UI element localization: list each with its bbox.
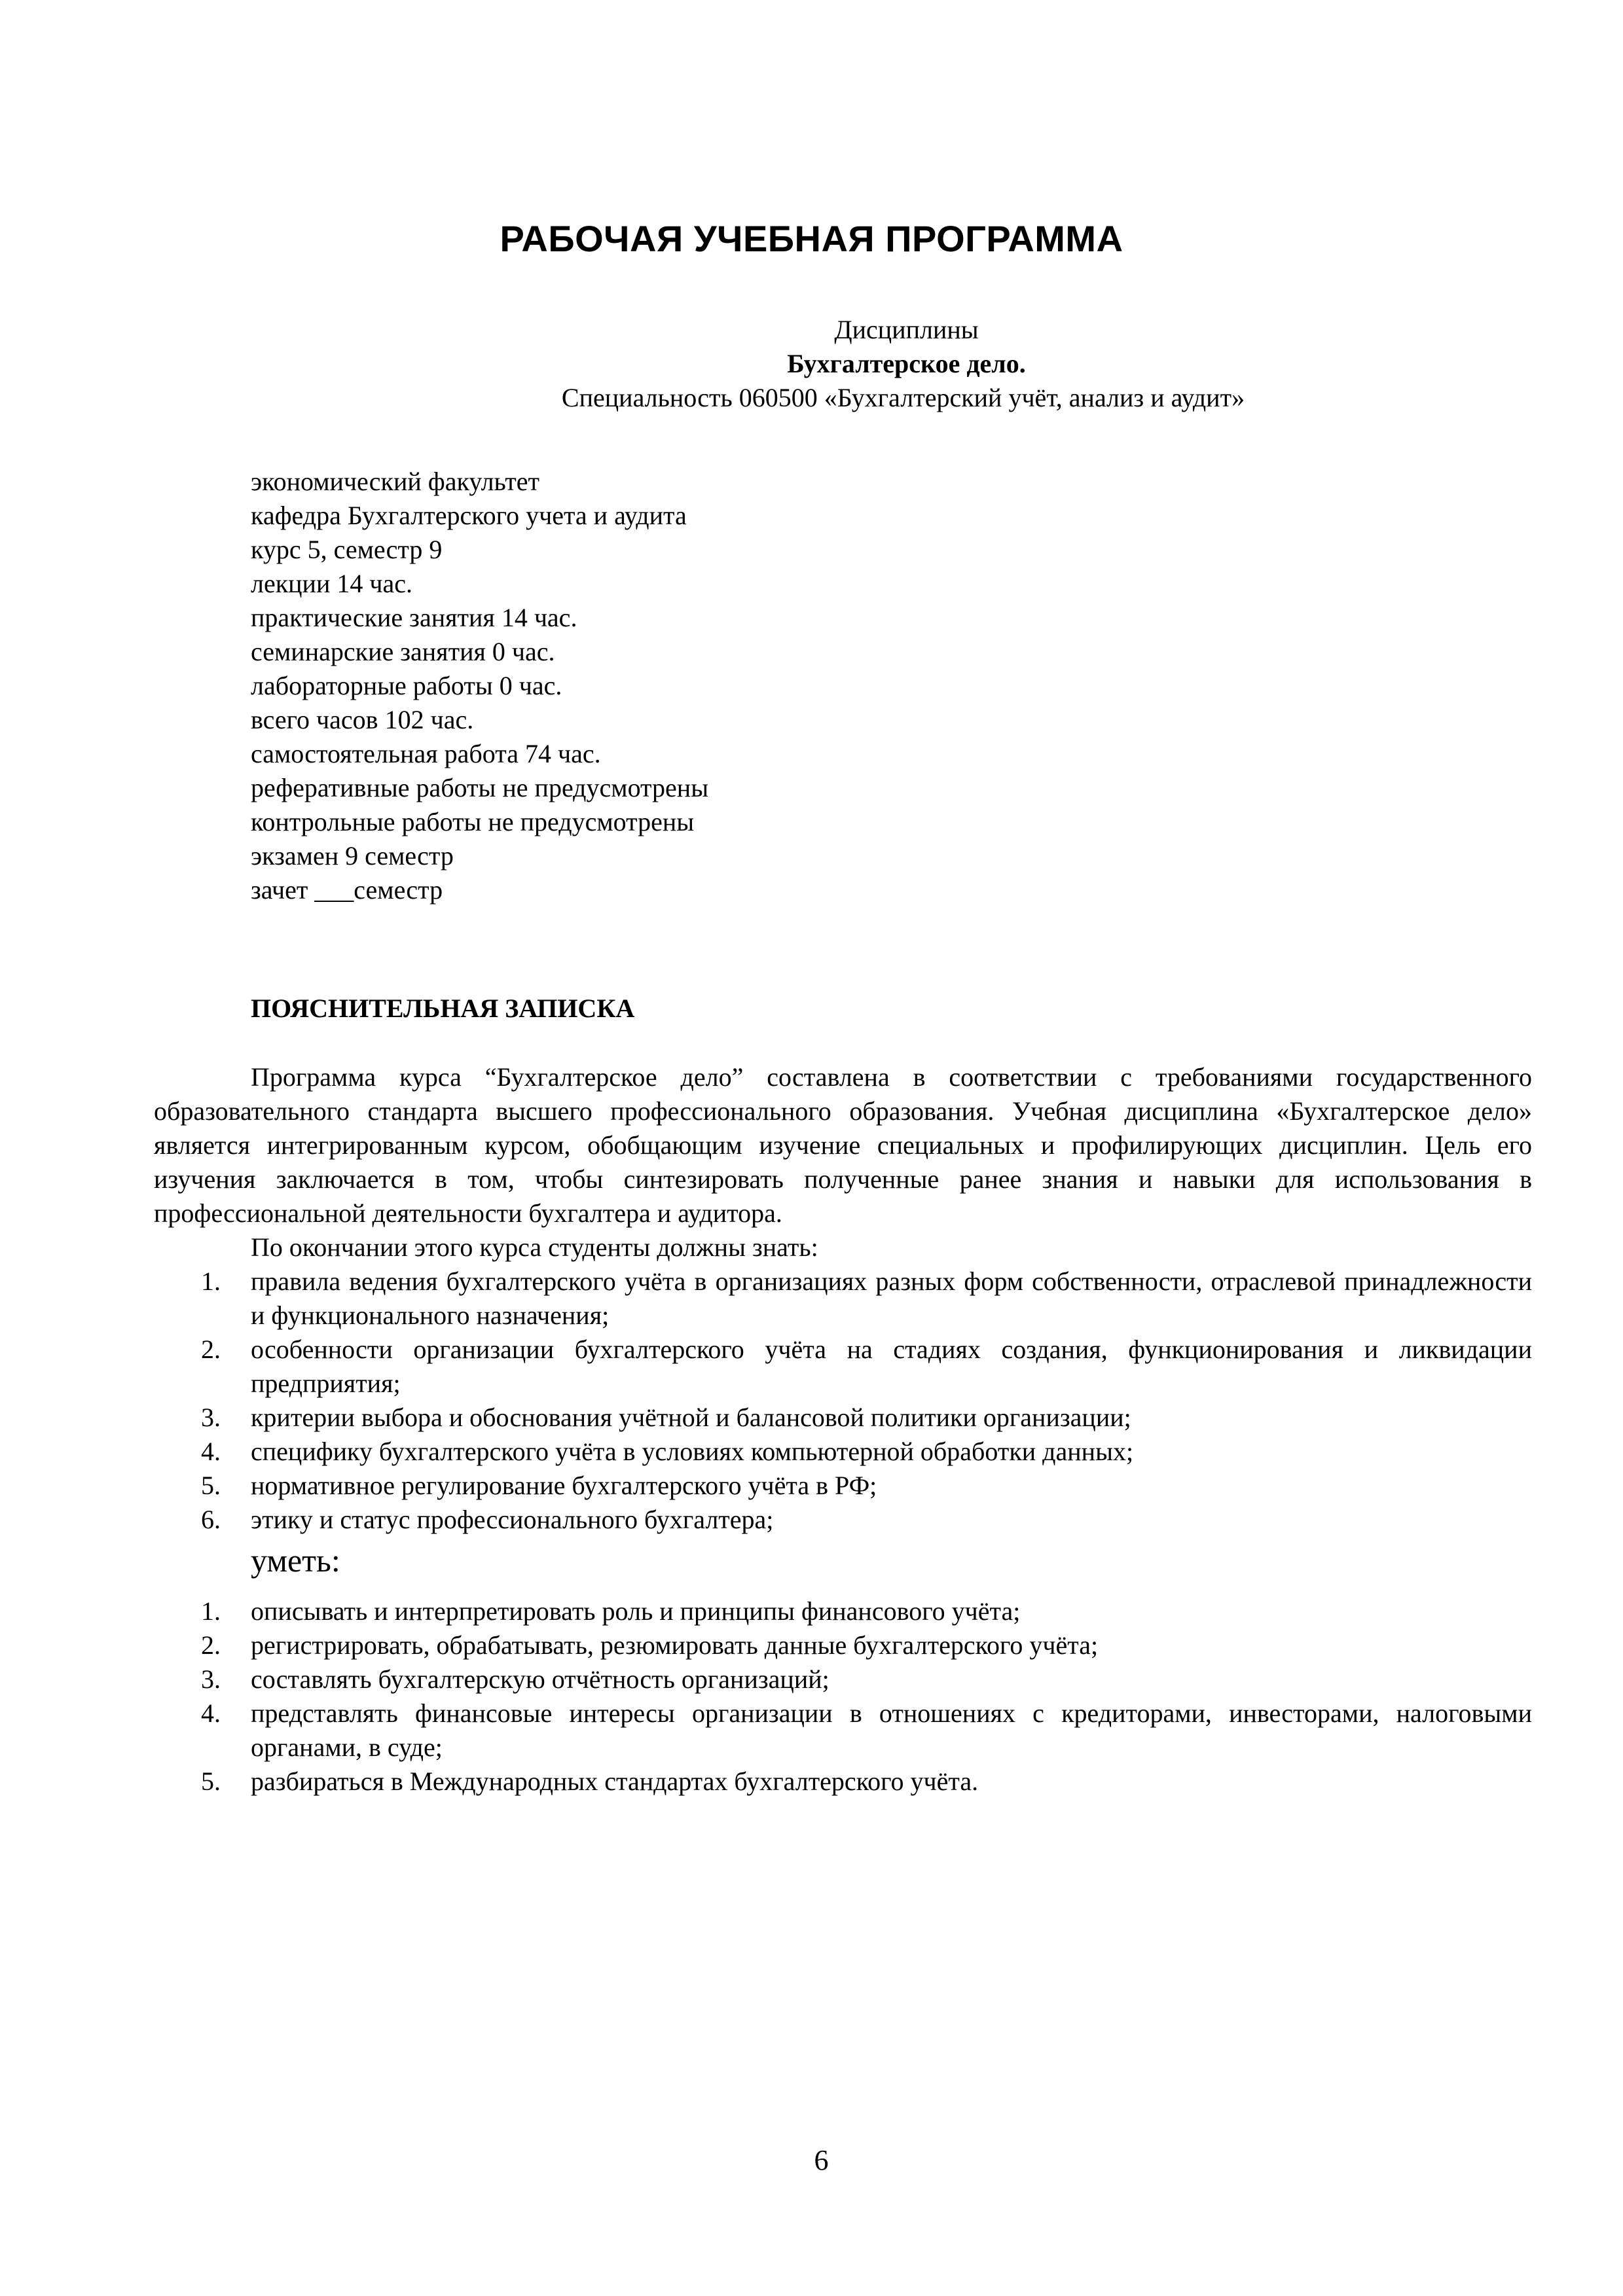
list-item bbox=[154, 1765, 1532, 1799]
list-item bbox=[154, 1469, 1532, 1503]
know-intro: По окончании этого курса студенты должны знать: bbox=[251, 1232, 818, 1262]
page-number: 6 bbox=[814, 2144, 829, 2176]
list-item-text: нормативное регулирование бухгалтерского учёта в РФ; bbox=[251, 1471, 877, 1500]
explanatory-note-heading: ПОЯСНИТЕЛЬНАЯ ЗАПИСКА bbox=[251, 994, 635, 1023]
course-info-item: всего часов 102 час. bbox=[251, 705, 474, 734]
list-item bbox=[154, 1628, 1532, 1662]
list-item-text: регистрировать, обрабатывать, резюмировать данные бухгалтерского учёта; bbox=[251, 1630, 1099, 1660]
list-item-text: представлять финансовые интересы организации в отношениях с кредиторами, инвесторами, налоговыми органами, в суде; bbox=[251, 1698, 1532, 1762]
list-item-number: 6. bbox=[201, 1505, 221, 1534]
list-item bbox=[154, 1333, 1532, 1401]
course-info-item: экономический факультет bbox=[251, 467, 539, 496]
discipline-name: Бухгалтерское дело. bbox=[787, 349, 1026, 378]
list-item-number: 4. bbox=[201, 1437, 221, 1466]
course-info-item: контрольные работы не предусмотрены bbox=[251, 807, 695, 836]
course-info-list bbox=[251, 465, 708, 907]
list-item-text: специфику бухгалтерского учёта в условиях компьютерной обработки данных; bbox=[251, 1437, 1134, 1466]
can-list bbox=[154, 1594, 1532, 1799]
can-intro: уметь: bbox=[251, 1542, 340, 1579]
list-item-number: 3. bbox=[201, 1403, 221, 1432]
course-info-item: кафедра Бухгалтерского учета и аудита bbox=[251, 501, 687, 530]
list-item-text: правила ведения бухгалтерского учёта в организациях разных форм собственности, отраслевой принадлежности и функционального назначения; bbox=[251, 1266, 1532, 1330]
list-item bbox=[154, 1594, 1532, 1628]
course-info-item: экзамен 9 семестр bbox=[251, 841, 454, 870]
list-item-number: 1. bbox=[201, 1266, 221, 1296]
list-item-text: особенности организации бухгалтерского учёта на стадиях создания, функционирования и ликвидации предприятия; bbox=[251, 1335, 1532, 1398]
discipline-header bbox=[0, 313, 1623, 415]
course-info-item: практические занятия 14 час. bbox=[251, 603, 577, 632]
list-item-text: составлять бухгалтерскую отчётность организаций; bbox=[251, 1664, 830, 1694]
list-item-text: этику и статус профессионального бухгалтера; bbox=[251, 1505, 774, 1534]
course-info-item: самостоятельная работа 74 час. bbox=[251, 739, 601, 768]
list-item bbox=[154, 1662, 1532, 1696]
specialty-line: Специальность 060500 «Бухгалтерский учёт, анализ и аудит» bbox=[561, 383, 1245, 412]
list-item-number: 4. bbox=[201, 1698, 221, 1728]
list-item-number: 2. bbox=[201, 1335, 221, 1364]
discipline-label: Дисциплины bbox=[834, 315, 979, 344]
document-title: РАБОЧАЯ УЧЕБНАЯ ПРОГРАММА bbox=[500, 218, 1123, 259]
list-item-text: разбираться в Международных стандартах бухгалтерского учёта. bbox=[251, 1767, 979, 1796]
course-info-item: семинарские занятия 0 час. bbox=[251, 637, 555, 666]
list-item-number: 5. bbox=[201, 1471, 221, 1500]
list-item-number: 3. bbox=[201, 1664, 221, 1694]
course-info-item: реферативные работы не предусмотрены bbox=[251, 773, 709, 802]
list-item-number: 1. bbox=[201, 1596, 221, 1626]
list-item bbox=[154, 1401, 1532, 1435]
list-item-number: 5. bbox=[201, 1767, 221, 1796]
intro-paragraph: Программа курса “Бухгалтерское дело” составлена в соответствии с требованиями государственного образовательного стандарта высшего профессионального образования. Учебная дисциплина «Бухгалтерское дело» является интегрированным курсом, обобщающим изучение специальных и профилирующих дисциплин. Цель его изучения заключается в том, чтобы синтезировать полученные ранее знания и навыки для использования в профессиональной деятельности бухгалтера и аудитора. bbox=[154, 1062, 1532, 1228]
list-item-text: критерии выбора и обоснования учётной и балансовой политики организации; bbox=[251, 1403, 1131, 1432]
course-info-item: курс 5, семестр 9 bbox=[251, 535, 443, 564]
list-item bbox=[154, 1435, 1532, 1469]
know-list bbox=[154, 1265, 1532, 1537]
list-item bbox=[154, 1696, 1532, 1765]
course-info-item: лекции 14 час. bbox=[251, 569, 412, 598]
list-item-text: описывать и интерпретировать роль и принципы финансового учёта; bbox=[251, 1596, 1021, 1626]
list-item bbox=[154, 1503, 1532, 1537]
course-info-item: зачет ___семестр bbox=[251, 875, 443, 905]
list-item bbox=[154, 1265, 1532, 1333]
explanatory-note-body bbox=[154, 1060, 1532, 1799]
course-info-item: лабораторные работы 0 час. bbox=[251, 671, 562, 700]
list-item-number: 2. bbox=[201, 1630, 221, 1660]
